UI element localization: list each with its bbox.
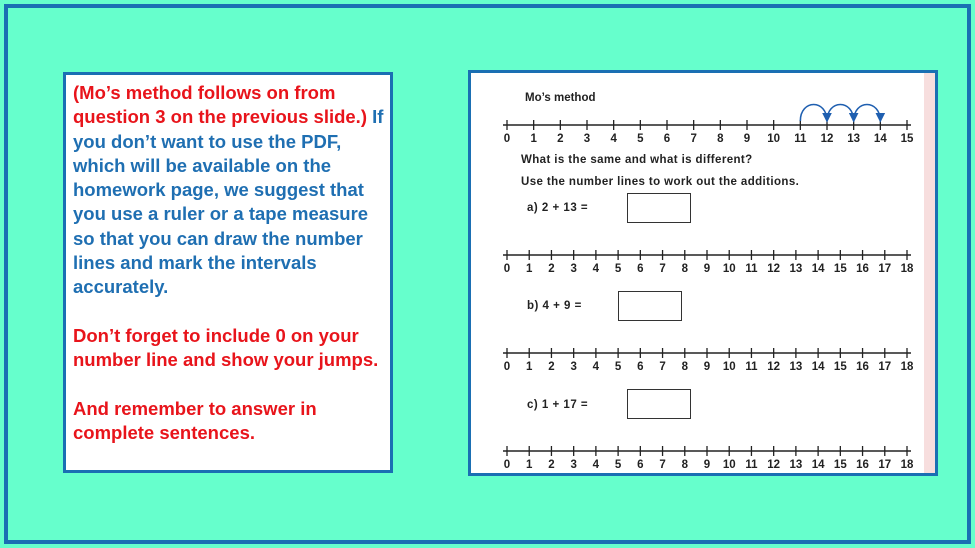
practice-line-tick-label: 6 bbox=[637, 361, 644, 373]
question-a-label: a) 2 + 13 = bbox=[527, 202, 589, 214]
practice-line-tick-label: 9 bbox=[703, 459, 711, 471]
mo-line-tick-label: 6 bbox=[663, 133, 671, 145]
intro-blue-text: If you don’t want to use the PDF, which will be available on the homework page, we suggest that you use a ruler or a tape measure so that you can draw the number lines and mark the intervals accurately. bbox=[73, 106, 384, 298]
mo-line-tick-label: 8 bbox=[717, 133, 724, 145]
practice-line-tick-label: 11 bbox=[745, 263, 758, 275]
practice-line-tick-label: 2 bbox=[548, 361, 555, 373]
answer-box-c[interactable] bbox=[627, 389, 691, 419]
practice-line-tick-label: 10 bbox=[722, 459, 736, 471]
question-c-label: c) 1 + 17 = bbox=[527, 399, 589, 411]
reminder-sentences-text: And remember to answer in complete sentences. bbox=[73, 397, 317, 444]
question-same-different: What is the same and what is different? bbox=[521, 154, 753, 166]
mo-line-tick-label: 13 bbox=[847, 133, 861, 145]
practice-line-tick-label: 15 bbox=[833, 459, 847, 471]
practice-line-tick-label: 17 bbox=[878, 459, 892, 471]
practice-number-line-b bbox=[497, 343, 927, 373]
practice-line-tick-label: 5 bbox=[614, 361, 622, 373]
mo-line-tick-label: 11 bbox=[794, 133, 807, 145]
practice-line-tick-label: 6 bbox=[637, 263, 644, 275]
mo-line-tick-label: 5 bbox=[637, 133, 644, 145]
intro-paragraph bbox=[73, 81, 384, 300]
mo-jump-arc bbox=[827, 105, 854, 122]
practice-line-tick-label: 18 bbox=[900, 263, 914, 275]
practice-line-tick-label: 6 bbox=[637, 459, 644, 471]
practice-line-tick-label: 7 bbox=[659, 459, 666, 471]
practice-line-tick-label: 4 bbox=[592, 263, 600, 275]
practice-line-tick-label: 10 bbox=[722, 361, 736, 373]
question-b-label: b) 4 + 9 = bbox=[527, 300, 582, 312]
practice-line-tick-label: 13 bbox=[789, 361, 803, 373]
practice-line-tick-label: 16 bbox=[856, 263, 869, 275]
mo-line-tick-label: 4 bbox=[610, 133, 617, 145]
mo-line-tick-label: 12 bbox=[820, 133, 834, 145]
practice-line-tick-label: 14 bbox=[811, 459, 825, 471]
practice-line-tick-label: 8 bbox=[681, 263, 688, 275]
practice-line-tick-label: 7 bbox=[659, 263, 666, 275]
practice-line-tick-label: 0 bbox=[503, 459, 511, 471]
practice-line-tick-label: 3 bbox=[570, 459, 577, 471]
practice-line-tick-label: 5 bbox=[614, 459, 622, 471]
practice-line-tick-label: 13 bbox=[789, 459, 803, 471]
practice-line-tick-label: 1 bbox=[526, 361, 533, 373]
practice-line-tick-label: 14 bbox=[811, 361, 825, 373]
practice-line-tick-label: 5 bbox=[614, 263, 622, 275]
practice-line-tick-label: 15 bbox=[833, 361, 847, 373]
practice-line-tick-label: 14 bbox=[811, 263, 825, 275]
mo-line-tick-label: 1 bbox=[530, 133, 537, 145]
practice-line-tick-label: 1 bbox=[526, 263, 533, 275]
practice-line-tick-label: 12 bbox=[767, 459, 781, 471]
answer-box-b[interactable] bbox=[618, 291, 682, 321]
mo-line-tick-label: 10 bbox=[767, 133, 781, 145]
practice-line-tick-label: 8 bbox=[681, 459, 688, 471]
practice-line-tick-label: 3 bbox=[570, 263, 577, 275]
mo-number-line bbox=[497, 95, 927, 147]
practice-line-tick-label: 0 bbox=[503, 263, 511, 275]
practice-line-tick-label: 9 bbox=[703, 361, 711, 373]
practice-line-tick-label: 16 bbox=[856, 459, 869, 471]
worksheet-title: Mo’s method bbox=[525, 92, 596, 104]
practice-line-tick-label: 1 bbox=[526, 459, 533, 471]
instruction-use-lines: Use the number lines to work out the additions. bbox=[521, 176, 800, 188]
practice-line-tick-label: 7 bbox=[659, 361, 666, 373]
reminder-zero-text: Don’t forget to include 0 on your number line and show your jumps. bbox=[73, 324, 379, 371]
practice-line-tick-label: 11 bbox=[745, 459, 758, 471]
mo-jump-arc bbox=[854, 105, 881, 122]
practice-line-tick-label: 13 bbox=[789, 263, 803, 275]
practice-number-line-a bbox=[497, 245, 927, 275]
mo-line-tick-label: 14 bbox=[873, 133, 887, 145]
mo-line-tick-label: 7 bbox=[690, 133, 697, 145]
practice-line-tick-label: 4 bbox=[592, 459, 600, 471]
practice-line-tick-label: 0 bbox=[503, 361, 511, 373]
practice-line-tick-label: 3 bbox=[570, 361, 577, 373]
practice-number-line-c bbox=[497, 441, 927, 471]
practice-line-tick-label: 18 bbox=[900, 459, 914, 471]
mo-line-tick-label: 15 bbox=[900, 133, 914, 145]
practice-line-tick-label: 12 bbox=[767, 361, 781, 373]
answer-box-a[interactable] bbox=[627, 193, 691, 223]
practice-line-tick-label: 12 bbox=[767, 263, 781, 275]
practice-line-tick-label: 16 bbox=[856, 361, 869, 373]
practice-line-tick-label: 2 bbox=[548, 459, 555, 471]
practice-line-tick-label: 18 bbox=[900, 361, 914, 373]
mo-line-tick-label: 0 bbox=[503, 133, 511, 145]
mo-line-tick-label: 3 bbox=[583, 133, 591, 145]
practice-line-tick-label: 2 bbox=[548, 263, 555, 275]
mo-line-tick-label: 9 bbox=[743, 133, 751, 145]
practice-line-tick-label: 15 bbox=[833, 263, 847, 275]
practice-line-tick-label: 11 bbox=[745, 361, 758, 373]
practice-line-tick-label: 17 bbox=[878, 263, 892, 275]
mo-line-tick-label: 2 bbox=[557, 133, 564, 145]
instructions-panel bbox=[63, 72, 393, 473]
practice-line-tick-label: 10 bbox=[722, 263, 736, 275]
practice-line-tick-label: 17 bbox=[878, 361, 892, 373]
mo-jump-arc bbox=[800, 105, 827, 122]
practice-line-tick-label: 8 bbox=[681, 361, 688, 373]
practice-line-tick-label: 4 bbox=[592, 361, 600, 373]
intro-red-text: (Mo’s method follows on from question 3 on the previous slide.) bbox=[73, 82, 367, 128]
worksheet-panel bbox=[468, 70, 938, 476]
practice-line-tick-label: 9 bbox=[703, 263, 711, 275]
